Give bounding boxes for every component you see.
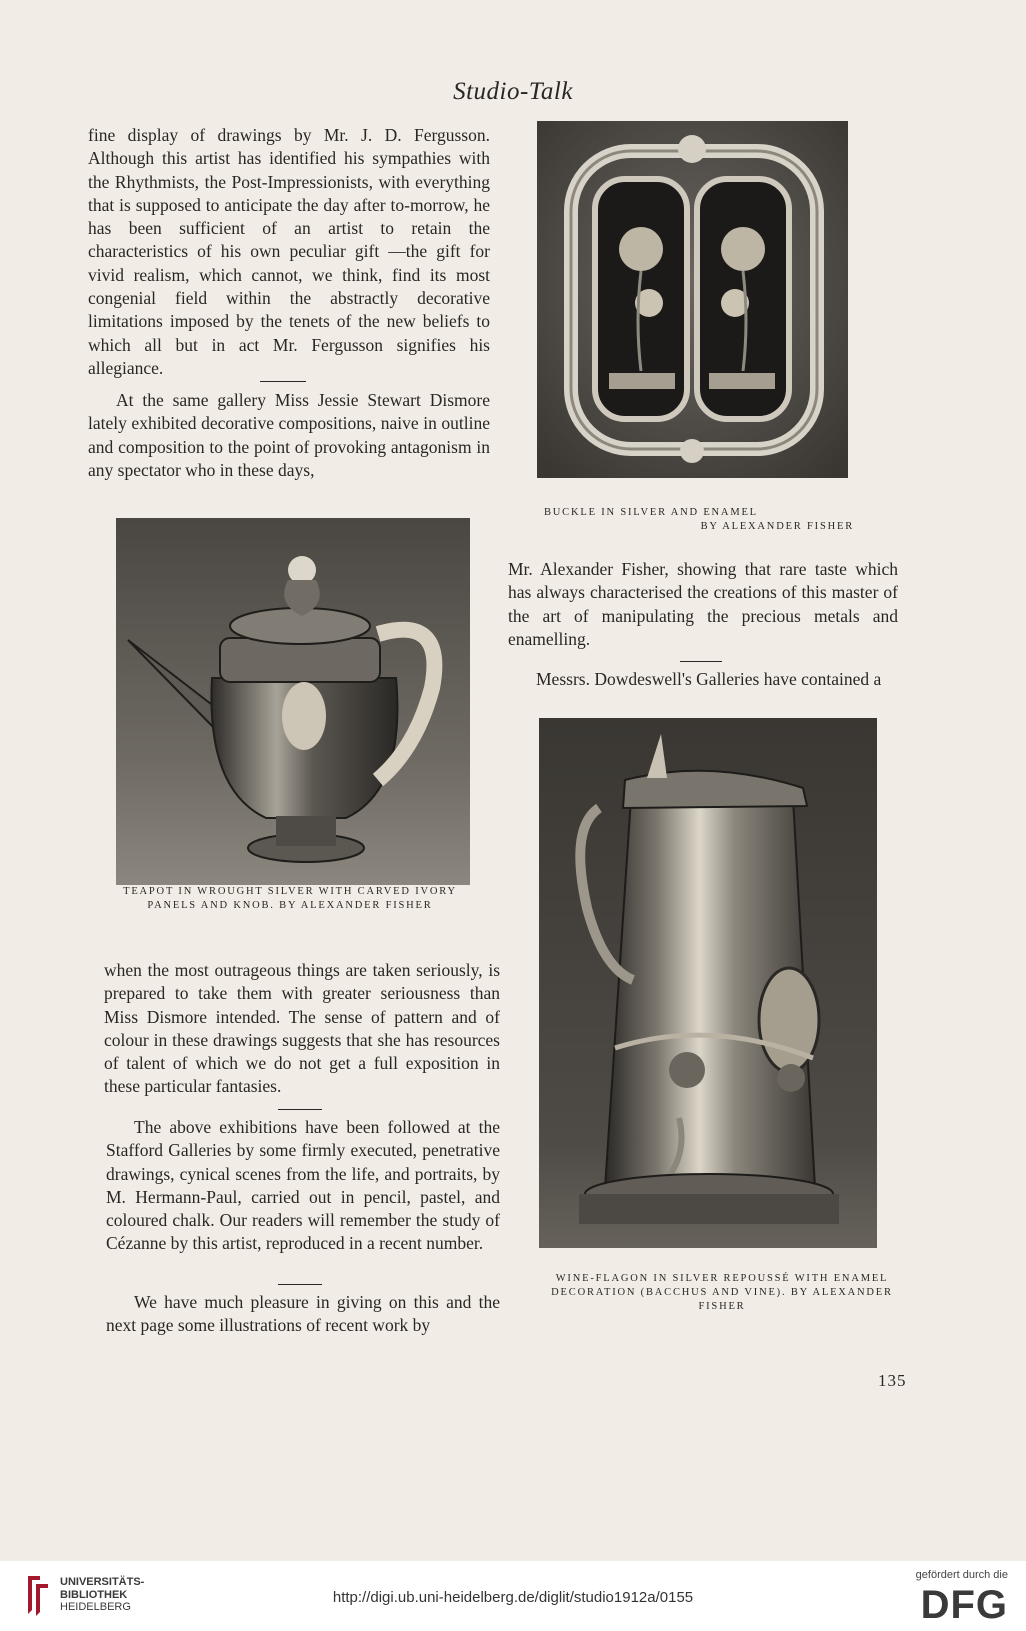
buckle-caption bbox=[544, 506, 854, 534]
running-head: Studio-Talk bbox=[453, 78, 573, 105]
paragraph-fisher: Mr. Alexander Fisher, showing that rare taste which has always characterised the creations of this master of the art of manipulating the precious metals and enamelling. bbox=[508, 559, 898, 649]
section-rule bbox=[260, 381, 306, 382]
buckle-caption-line1: BUCKLE IN SILVER AND ENAMEL bbox=[544, 507, 758, 518]
teapot-photograph bbox=[116, 518, 470, 885]
wine-flagon-image bbox=[539, 718, 877, 1248]
flagon-caption-line3: FISHER bbox=[698, 1301, 746, 1312]
teapot-caption-line2: PANELS AND KNOB. BY ALEXANDER FISHER bbox=[147, 900, 433, 911]
wine-flagon-photograph bbox=[539, 718, 877, 1248]
sponsor-text: gefördert durch die bbox=[915, 1569, 1008, 1581]
teapot-image bbox=[116, 518, 470, 885]
section-rule bbox=[278, 1284, 322, 1285]
page-number: 135 bbox=[878, 1371, 907, 1390]
paragraph-fergusson: fine display of drawings by Mr. J. D. Fergusson. Although this artist has identified his sympathies with the Rhythmists, the Post-Impressionists, with everything that is supposed to anticipate the day after to-morrow, he has been sufficient of an artist to retain the characteristics of his own peculiar gift —the gift for vivid realism, which cannot, we think, find its most congenial field within the abstractly decorative limitations imposed by the tenets of the new beliefs to which all but in act Mr. Fergusson signifies his allegiance. bbox=[88, 125, 490, 378]
paragraph-dismore: At the same gallery Miss Jessie Stewart Dismore lately exhibited decorative compositions, naive in outline and composition to the point of provoking antagonism in any spectator who in these days, bbox=[88, 390, 490, 480]
library-name-line3: HEIDELBERG bbox=[60, 1601, 131, 1613]
dfg-logo: DFG bbox=[920, 1583, 1008, 1627]
source-url-link[interactable]: http://digi.ub.uni-heidelberg.de/diglit/studio1912a/0155 bbox=[332, 1589, 694, 1606]
flagon-caption-line1: WINE-FLAGON IN SILVER REPOUSSÉ WITH ENAMEL bbox=[555, 1273, 889, 1284]
section-rule bbox=[680, 661, 722, 662]
buckle-caption-line2: BY ALEXANDER FISHER bbox=[700, 521, 854, 532]
section-rule bbox=[278, 1109, 322, 1110]
paragraph-dismore-continued: when the most outrageous things are taken seriously, is prepared to take them with greater seriousness than Miss Dismore intended. The sense of pattern and of colour in these drawings suggests that she has resources of talent of which we do not get a full exposition in these particular fantasies. bbox=[104, 960, 500, 1097]
teapot-caption-line1: TEAPOT IN WROUGHT SILVER WITH CARVED IVORY bbox=[123, 886, 457, 897]
buckle-photograph bbox=[537, 121, 848, 478]
flagon-caption-line2: DECORATION (BACCHUS AND VINE). BY ALEXANDER bbox=[551, 1287, 893, 1298]
paragraph-dowdeswell: Messrs. Dowdeswell's Galleries have contained a bbox=[536, 669, 882, 689]
paragraph-fisher-intro: We have much pleasure in giving on this and the next page some illustrations of recent work by bbox=[106, 1292, 500, 1336]
teapot-caption bbox=[104, 885, 476, 913]
wine-flagon-caption bbox=[544, 1272, 900, 1314]
buckle-image bbox=[537, 121, 848, 478]
paragraph-hermann-paul: The above exhibitions have been followed at the Stafford Galleries by some firmly executed, penetrative drawings, cynical scenes from the life, and portraits, by M. Hermann-Paul, carried out in pencil, pastel, and coloured chalk. Our readers will remember the study of Cézanne by this artist, reproduced in a recent number. bbox=[106, 1117, 500, 1254]
library-name-line1: UNIVERSITÄTS- bbox=[60, 1576, 145, 1588]
library-name-line2: BIBLIOTHEK bbox=[60, 1588, 128, 1601]
